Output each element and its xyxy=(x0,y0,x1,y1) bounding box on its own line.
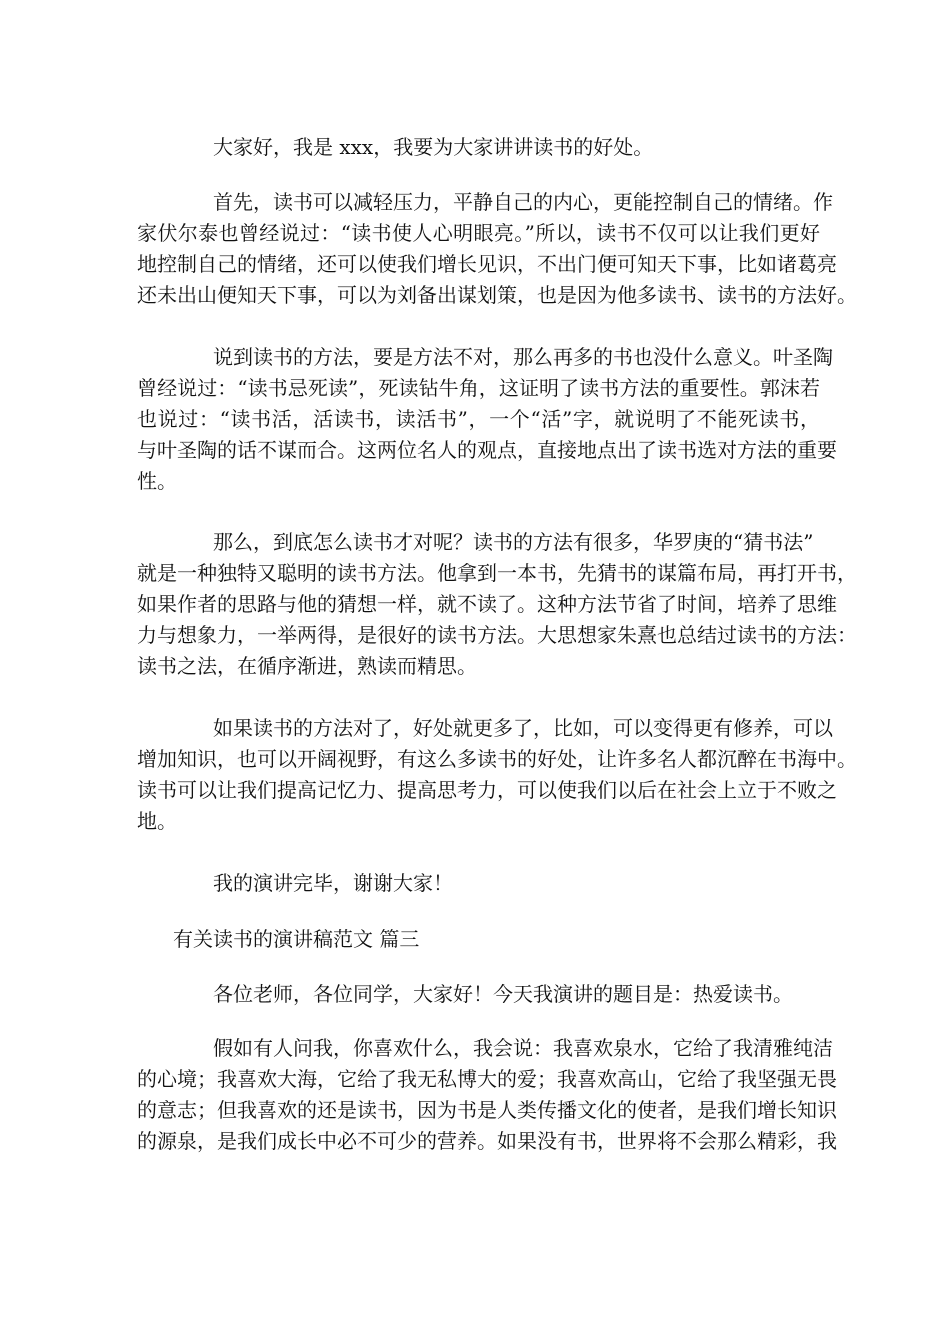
text-line: 读书之法，在循序渐进，熟读而精思。 xyxy=(137,654,477,678)
text-line: 家伏尔泰也曾经说过：“读书使人心明眼亮。”所以，读书不仅可以让我们更好 xyxy=(137,221,820,245)
paragraph-benefits xyxy=(137,713,857,837)
text-line: 还未出山便知天下事，可以为刘备出谋划策，也是因为他多读书、读书的方法好。 xyxy=(137,283,857,307)
text-line: 力与想象力，一举两得，是很好的读书方法。大思想家朱熹也总结过读书的方法： xyxy=(137,623,857,647)
text-line: 地控制自己的情绪，还可以使我们增长见识，不出门便可知天下事，比如诸葛亮 xyxy=(137,252,837,276)
text-line: 曾经说过：“读书忌死读”，死读钻牛角，这证明了读书方法的重要性。郭沫若 xyxy=(137,376,820,400)
text-line: 说到读书的方法，要是方法不对，那么再多的书也没什么意义。叶圣陶 xyxy=(213,345,833,369)
text-line: 也说过：“读书活，活读书，读活书”，一个“活”字，就说明了不能死读书， xyxy=(137,407,820,431)
text-line: 那么，到底怎么读书才对呢？读书的方法有很多，华罗庚的“猜书法” xyxy=(213,530,814,554)
text-line: 如果作者的思路与他的猜想一样，就不读了。这种方法节省了时间，培养了思维 xyxy=(137,592,837,616)
text-line: 的心境；我喜欢大海，它给了我无私博大的爱；我喜欢高山，它给了我坚强无畏 xyxy=(137,1067,837,1091)
text-line: 的意志；但我喜欢的还是读书，因为书是人类传播文化的使者，是我们增长知识 xyxy=(137,1098,837,1122)
text-line: 就是一种独特又聪明的读书方法。他拿到一本书，先猜书的谋篇布局，再打开书， xyxy=(137,561,857,585)
paragraph-reading-method xyxy=(137,342,837,497)
text-line: 如果读书的方法对了，好处就更多了，比如，可以变得更有修养，可以 xyxy=(213,716,833,740)
section-heading: 有关读书的演讲稿范文 篇三 xyxy=(173,927,420,951)
text-line: 的源泉，是我们成长中必不可少的营养。如果没有书，世界将不会那么精彩，我 xyxy=(137,1129,837,1153)
text-line: 首先，读书可以减轻压力，平静自己的内心，更能控制自己的情绪。作 xyxy=(213,190,833,214)
text-line: 增加知识，也可以开阔视野，有这么多读书的好处，让许多名人都沉醉在书海中。 xyxy=(137,747,857,771)
paragraph-guess-method xyxy=(137,527,857,682)
text-line: 与叶圣陶的话不谋而合。这两位名人的观点，直接地点出了读书选对方法的重要 xyxy=(137,438,837,462)
text-line: 地。 xyxy=(137,809,177,833)
text-line: 性。 xyxy=(137,469,177,493)
paragraph-closing xyxy=(137,868,820,899)
paragraph-love-reading xyxy=(137,1033,837,1157)
text-line: 大家好，我是 xxx，我要为大家讲讲读书的好处。 xyxy=(213,135,654,159)
paragraph-opening xyxy=(137,979,820,1010)
text-line: 我的演讲完毕，谢谢大家！ xyxy=(213,871,453,895)
text-line: 读书可以让我们提高记忆力、提高思考力，可以使我们以后在社会上立于不败之 xyxy=(137,778,837,802)
paragraph-greeting xyxy=(137,132,820,163)
paragraph-reduce-stress xyxy=(137,187,857,311)
text-line: 假如有人问我，你喜欢什么，我会说：我喜欢泉水，它给了我清雅纯洁 xyxy=(213,1036,833,1060)
text-line: 各位老师，各位同学，大家好！今天我演讲的题目是：热爱读书。 xyxy=(213,982,793,1006)
